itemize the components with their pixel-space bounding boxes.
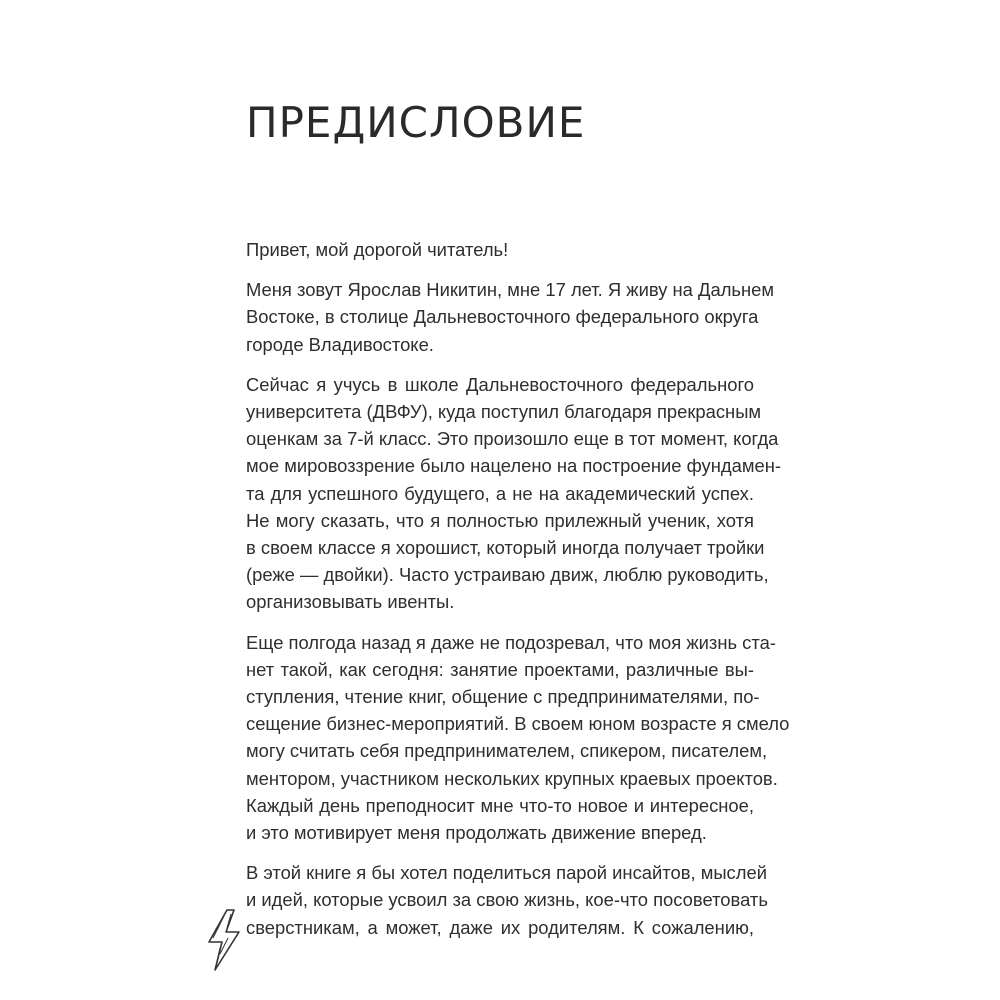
paragraph bbox=[246, 859, 768, 941]
text-line: (реже — двойки). Часто устраиваю движ, люблю руководить, bbox=[246, 564, 769, 586]
text-line: организовывать ивенты. bbox=[246, 591, 455, 613]
text-line: Востоке, в столице Дальневосточного федерального округа bbox=[246, 306, 759, 328]
text-line: в своем классе я хорошист, который иногда получает тройки bbox=[246, 537, 765, 559]
text-line: сещение бизнес-мероприятий. В своем юном возрасте я смело bbox=[246, 713, 790, 735]
paragraph bbox=[246, 629, 790, 847]
text-line: ступления, чтение книг, общение с предпринимателями, по- bbox=[246, 686, 760, 708]
text-line: университета (ДВФУ), куда поступил благодаря прекрасным bbox=[246, 401, 762, 423]
text-line: нет такой, как сегодня: занятие проектами, различные вы- bbox=[246, 658, 754, 680]
text-line: Меня зовут Ярослав Никитин, мне 17 лет. Я живу на Дальнем bbox=[246, 279, 775, 301]
paragraph bbox=[246, 276, 775, 358]
text-line: и идей, которые усвоил за свою жизнь, кое-что посоветовать bbox=[246, 889, 768, 911]
lightning-bolt-icon bbox=[206, 908, 242, 972]
text-line: Еще полгода назад я даже не подозревал, что моя жизнь ста- bbox=[246, 631, 776, 653]
text-line: и это мотивирует меня продолжать движение вперед. bbox=[246, 822, 707, 844]
paragraph bbox=[246, 236, 754, 263]
text-line: та для успешного будущего, а не на академический успех. bbox=[246, 482, 754, 504]
body-text bbox=[246, 236, 790, 954]
text-line: Сейчас я учусь в школе Дальневосточного федерального bbox=[246, 373, 754, 395]
text-line: ментором, участником нескольких крупных краевых проектов. bbox=[246, 767, 778, 789]
text-line: могу считать себя предпринимателем, спикером, писателем, bbox=[246, 740, 768, 762]
chapter-title: ПРЕДИСЛОВИЕ bbox=[246, 98, 586, 147]
text-line: Каждый день преподносит мне что-то новое и интересное, bbox=[246, 794, 754, 816]
text-line: мое мировоззрение было нацелено на построение фундамен- bbox=[246, 455, 781, 477]
text-line: Привет, мой дорогой читатель! bbox=[246, 239, 509, 260]
text-line: городе Владивостоке. bbox=[246, 333, 434, 355]
paragraph bbox=[246, 371, 781, 616]
text-line: В этой книге я бы хотел поделиться парой инсайтов, мыслей bbox=[246, 862, 767, 884]
text-line: сверстникам, а может, даже их родителям. К сожалению, bbox=[246, 916, 754, 938]
text-line: оценкам за 7-й класс. Это произошло еще в тот момент, когда bbox=[246, 428, 779, 450]
text-line: Не могу сказать, что я полностью прилежный ученик, хотя bbox=[246, 509, 754, 531]
